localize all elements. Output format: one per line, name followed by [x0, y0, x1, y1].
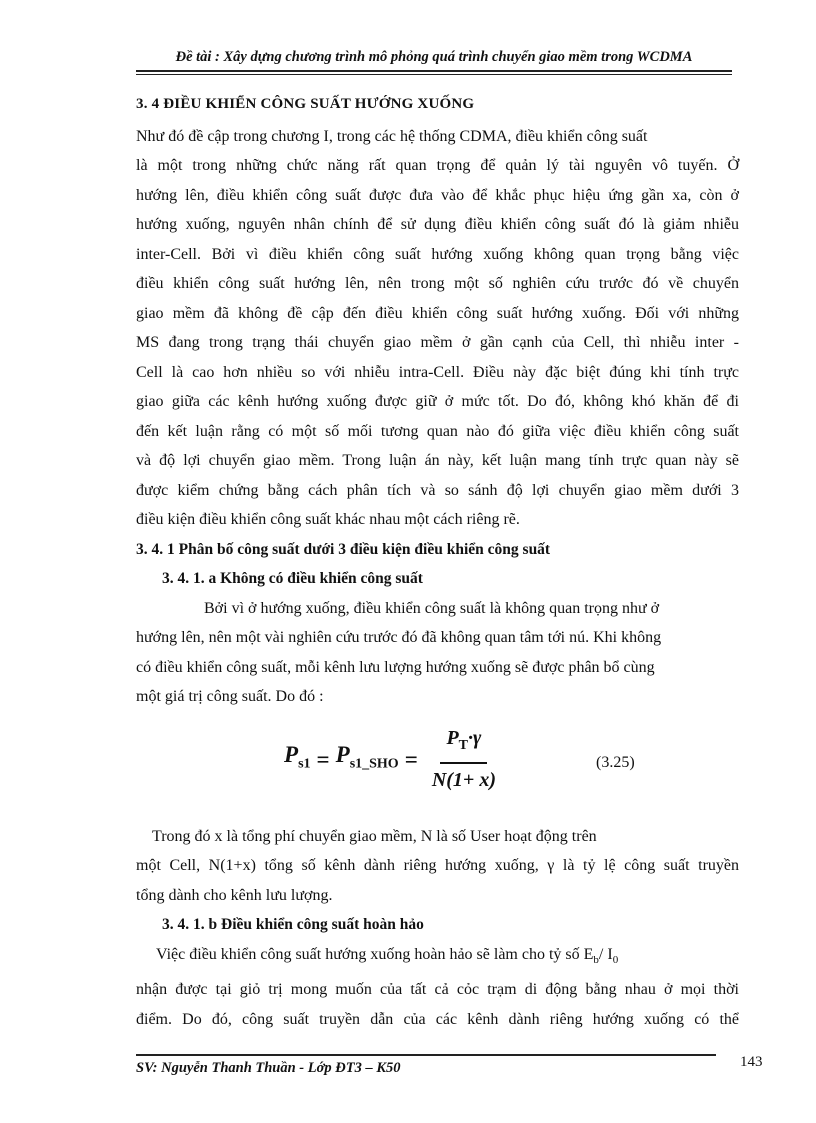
paragraph-line: điều kiện điều khiển công suất khác nhau một cách riêng rẽ.	[136, 511, 520, 528]
fraction-numerator: $P_T\cdot\gamma$	[440, 724, 487, 765]
section-heading-3-4-1-a: 3. 4. 1. a Không có điều khiển công suất	[162, 570, 423, 587]
paragraph-no-power-control	[136, 594, 739, 712]
paragraph-line: nhận được tại giỏ trị mong muốn của tất cả cỏc trạm di động bằng nhau ở mọi thời	[136, 981, 739, 999]
paragraph-line: Việc điều khiển công suất hướng xuống hoàn hảo sẽ làm cho tỷ số $E_b/$ $I_0$	[156, 945, 619, 966]
footer-divider	[136, 1054, 716, 1056]
paragraph-line: hướng xuống, nguyên nhân chính để sử dụng điều khiển công suất đó là giảm nhiễu	[136, 216, 739, 233]
paragraph-line: điểm. Do đó, công suất truyền dẫn của các kênh dành riêng hướng xuống có thể	[136, 1010, 739, 1028]
paragraph-line: tổng dành cho kênh lưu lượng.	[136, 886, 333, 904]
section-heading-3-4-1: 3. 4. 1 Phân bố công suất dưới 3 điều kiện điều khiển công suất	[136, 540, 551, 558]
paragraph-line: inter-Cell. Bởi vì điều khiển công suất hướng xuống không quan trọng bằng việc	[136, 245, 739, 263]
page-footer: SV: Nguyễn Thanh Thuần - Lớp ĐT3 – K50	[136, 1060, 401, 1076]
paragraph-line: Cell là cao hơn nhiều so với nhiễu intra-Cell. Điều này đặc biệt đúng khi tính trực	[136, 363, 739, 381]
paragraph-line: và độ lợi chuyển giao mềm. Trong luận án này, kết luận mang tính trực quan này sẽ	[136, 452, 739, 469]
equals-sign: =	[404, 746, 418, 772]
paragraph-line: hướng lên, nên một vài nghiên cứu trước đó đã không quan tâm tới nú. Khi không	[136, 629, 662, 646]
paragraph-where	[136, 822, 739, 911]
fraction-denominator: N(1+ x)	[431, 769, 496, 791]
page-number: 143	[740, 1054, 763, 1070]
page-body	[136, 90, 739, 1034]
paragraph-line: giao mềm đã không đề cập đến điều khiển công suất hướng xuống. Đối với những	[136, 304, 739, 322]
paragraph-line: Trong đó x là tổng phí chuyển giao mềm, N là số User hoạt động trên	[152, 827, 597, 845]
paragraph-intro	[136, 122, 739, 535]
header-divider	[136, 70, 732, 75]
paragraph-line: giao giữa các kênh hướng xuống được giữ ở mức tốt. Do đó, không khó khăn để đi	[136, 393, 739, 410]
paragraph-perfect-power-control	[136, 940, 739, 1035]
section-heading-3-4: 3. 4 ĐIỀU KHIỂN CÔNG SUẤT HƯỚNG XUỐNG	[136, 96, 475, 112]
paragraph-line: được kiểm chứng bằng cách phân tích và so sánh độ lợi chuyển giao mềm dưới 3	[136, 481, 739, 499]
equation-3-25	[136, 718, 739, 798]
paragraph-line: đến kết luận rằng có một số mối tương quan nào đó giữa việc điều khiển công suất	[136, 422, 739, 440]
paragraph-line: một Cell, N(1+x) tổng số kênh dành riêng hướng xuống, γ là tỷ lệ công suất truyền	[136, 857, 739, 874]
paragraph-line: hướng lên, điều khiển công suất được đưa vào để khắc phục hiệu ứng gần xa, còn ở	[136, 186, 739, 204]
paragraph-line: MS đang trong trạng thái chuyển giao mềm ở gần cạnh của Cell, thì nhiễu inter -	[136, 334, 739, 351]
paragraph-line: Bởi vì ở hướng xuống, điều khiển công suất là không quan trọng như ở	[204, 599, 660, 617]
paragraph-line: điều khiển công suất hướng lên, nên trong một số nghiên cứu trước đó về chuyển	[136, 275, 739, 292]
equation-lhs: $P_{s1}$	[284, 741, 311, 772]
paragraph-line: Như đó đề cập trong chương I, trong các hệ thống CDMA, điều khiển công suất	[136, 127, 648, 145]
equation-number: (3.25)	[596, 753, 635, 771]
paragraph-line: một giá trị công suất. Do đó :	[136, 688, 324, 705]
section-heading-3-4-1-b: 3. 4. 1. b Điều khiển công suất hoàn hảo	[162, 916, 424, 933]
paragraph-line: có điều khiển công suất, mỗi kênh lưu lượng hướng xuống sẽ được phân bổ cùng	[136, 658, 655, 676]
equation-fraction	[432, 724, 496, 796]
equals-sign: =	[316, 746, 330, 772]
equation-mid: $P_{s1\_SHO}$	[335, 741, 399, 772]
paragraph-line: là một trong những chức năng rất quan trọng để quản lý tài nguyên vô tuyến. Ở	[136, 157, 739, 174]
equation-expression	[284, 724, 496, 796]
page-header: Đề tài : Xây dựng chương trình mô phỏng quá trình chuyển giao mềm trong WCDMA	[175, 49, 693, 65]
